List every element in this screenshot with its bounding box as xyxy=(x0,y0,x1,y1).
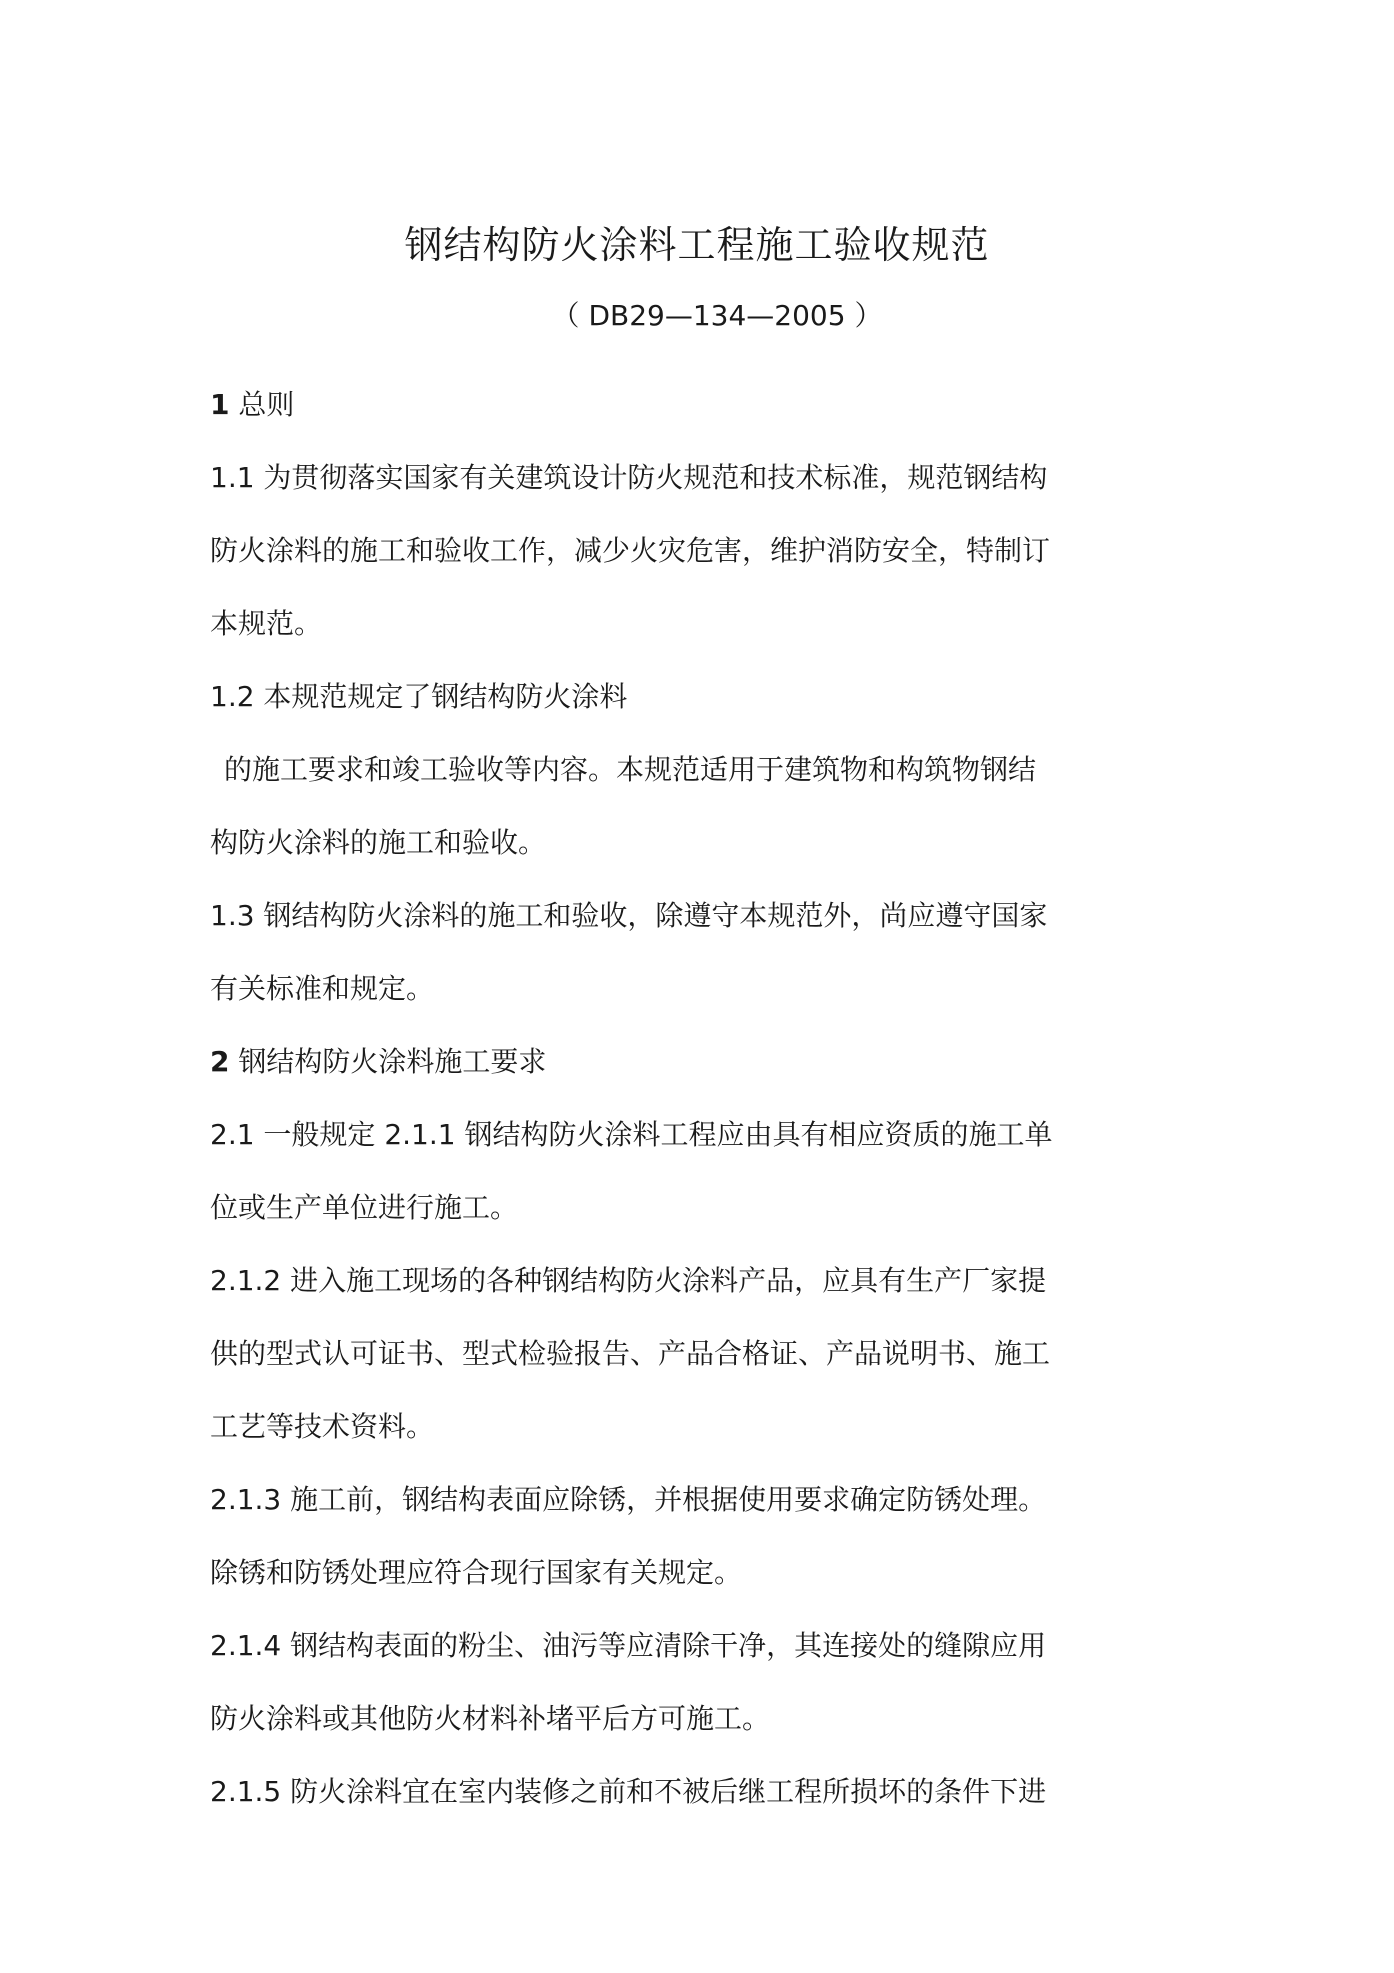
body-line: 1.2 本规范规定了钢结构防火涂料 xyxy=(210,680,628,713)
document-title: 钢结构防火涂料工程施工验收规范 xyxy=(404,223,990,267)
body-line: 2.1.2 进入施工现场的各种钢结构防火涂料产品，应具有生产厂家提 xyxy=(210,1264,1047,1297)
body-line: 2.1.5 防火涂料宜在室内装修之前和不被后继工程所损坏的条件下进 xyxy=(210,1775,1047,1808)
section-heading-1 xyxy=(210,368,1150,441)
body-line: 本规范。 xyxy=(210,607,323,640)
body-line: 除锈和防锈处理应符合现行国家有关规定。 xyxy=(210,1556,743,1589)
section-heading-text: 钢结构防火涂料施工要求 xyxy=(229,1045,547,1078)
body-line: 1.1 为贯彻落实国家有关建筑设计防火规范和技术标准，规范钢结构 xyxy=(210,461,1048,494)
body-line: 2.1 一般规定 2.1.1 钢结构防火涂料工程应由具有相应资质的施工单 xyxy=(210,1118,1053,1151)
body-line: 供的型式认可证书、型式检验报告、产品合格证、产品说明书、施工 xyxy=(210,1337,1051,1370)
body-line: 1.3 钢结构防火涂料的施工和验收，除遵守本规范外，尚应遵守国家 xyxy=(210,899,1048,932)
section-heading-text: 总则 xyxy=(229,388,295,421)
body-line: 的施工要求和竣工验收等内容。本规范适用于建筑物和构筑物钢结 xyxy=(224,753,1037,786)
body-line: 有关标准和规定。 xyxy=(210,972,435,1005)
body-line: 2.1.4 钢结构表面的粉尘、油污等应清除干净，其连接处的缝隙应用 xyxy=(210,1629,1047,1662)
document-code: （ DB29—134—2005 ） xyxy=(551,299,883,332)
section-heading-2 xyxy=(210,1025,1150,1098)
body-line: 2.1.3 施工前，钢结构表面应除锈，并根据使用要求确定防锈处理。 xyxy=(210,1483,1047,1516)
body-line: 构防火涂料的施工和验收。 xyxy=(210,826,547,859)
body-line: 工艺等技术资料。 xyxy=(210,1410,435,1443)
section-number: 1 xyxy=(210,388,230,421)
body-line: 防火涂料或其他防火材料补堵平后方可施工。 xyxy=(210,1702,771,1735)
section-number: 2 xyxy=(210,1045,230,1078)
document-body xyxy=(210,368,1150,1828)
body-line: 位或生产单位进行施工。 xyxy=(210,1191,519,1224)
body-line: 防火涂料的施工和验收工作，减少火灾危害，维护消防安全，特制订 xyxy=(210,534,1051,567)
